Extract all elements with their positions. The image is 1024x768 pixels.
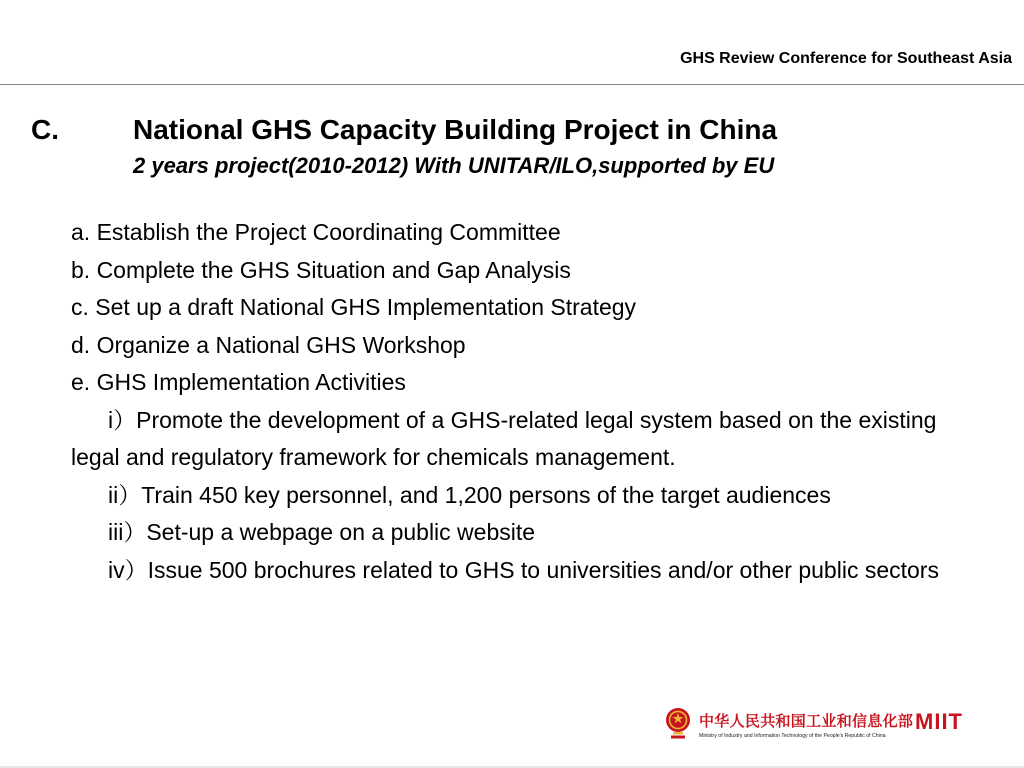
list-item-b: b. Complete the GHS Situation and Gap Analysis (71, 256, 571, 283)
list-item-c: c. Set up a draft National GHS Implementation Strategy (71, 294, 637, 320)
logo-chinese-name: 中华人民共和国工业和信息化部 (699, 712, 914, 730)
section-title: National GHS Capacity Building Project in China (133, 114, 778, 145)
header-title: GHS Review Conference for Southeast Asia (680, 50, 1012, 67)
miit-logo (663, 706, 983, 746)
section-letter: C. (31, 114, 59, 145)
sub-item-iii: iii）Set-up a webpage on a public website (108, 519, 536, 545)
logo-english-name: Ministry of Industry and Information Technology of the People's Republic of China (699, 733, 886, 739)
header-divider (0, 84, 1024, 85)
logo-abbreviation: MIIT (915, 709, 963, 734)
list-item-e: e. GHS Implementation Activities (71, 369, 406, 395)
sub-item-iv: iv）Issue 500 brochures related to GHS to universities and/or other public sectors (108, 556, 939, 583)
national-emblem-icon (665, 706, 691, 742)
sub-item-ii: ii）Train 450 key personnel, and 1,200 persons of the target audiences (108, 481, 831, 508)
section-subtitle: 2 years project(2010-2012) With UNITAR/ILO,supported by EU (133, 153, 775, 178)
list-item-d: d. Organize a National GHS Workshop (71, 331, 466, 358)
activity-list (71, 214, 971, 589)
sub-item-i: i）Promote the development of a GHS-related legal system based on the existing legal and regulatory framework for chemicals management. (71, 406, 937, 470)
list-item-a: a. Establish the Project Coordinating Committee (71, 219, 561, 245)
